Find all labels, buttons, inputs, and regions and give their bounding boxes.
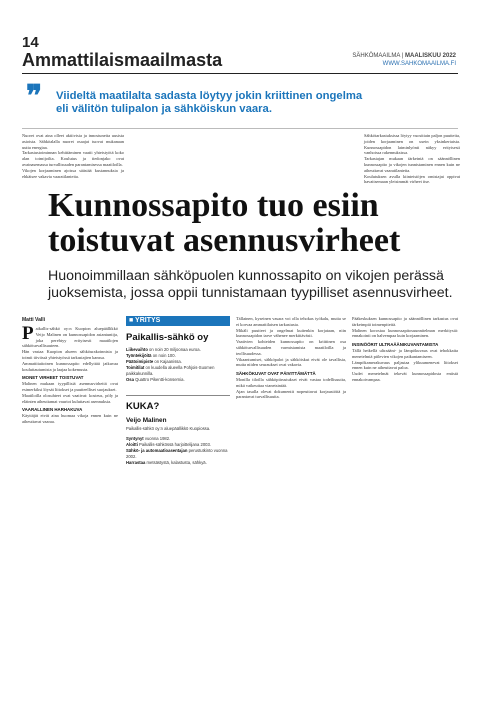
teaser-divider: [22, 128, 458, 129]
body-column-3: [236, 316, 346, 400]
sidebar-right-paragraph: Sähkötarkastuksissa löytyy vuosittain paljon puutteita, joiden korjaaminen on usein yksinkertaista. Kunnossapidon laiminlyönti näkyy erityisesti vanhoissa rakennuksissa.: [364, 133, 460, 156]
subheading: SÄHKÖKUVAT OVAT PÄIVITTÄMÄTTÄ: [236, 371, 316, 377]
masthead: SÄHKÖMAAILMA | MAALISKUU 2022 WWW.SAHKOMAAILMA.FI: [352, 53, 456, 67]
subheading: MONET VIRHEET TOISTUVAT: [22, 375, 84, 381]
teaser: Viideltä maatilalta sadasta löytyy jokin kriittinen ongelma eli välitön tulipalon ja sähköiskun vaara.: [56, 90, 363, 115]
body-paragraph: Tällainen, kyseinen vasara voi olla tehokas työkalu, mutta se ei korvaa ammattilaisen tarkastusta.: [236, 316, 346, 327]
fact-value: on noin 100.: [152, 353, 176, 358]
body-paragraph: Vikaantumiset, sähköpalot ja sähköiskut eivät ole tavallisia, mutta niiden seuraukset ovat vakavia.: [236, 356, 346, 368]
kuka-title: KUKA?: [126, 395, 230, 412]
kuka-label: Sähkö- ja automaatioasentajan: [126, 448, 188, 453]
kuka-label: Syntynyt: [126, 436, 144, 441]
lead-paragraph: Huonoimmillaan sähköpuolen kunnossapito on vikojen perässä juoksemista, jossa oppii tunnistamaan tyypilliset asennusvirheet.: [48, 268, 453, 301]
body-paragraph: Malinen korostaa kunnossapitosuunnitelman merkitystä: ennakointi on halvempaa kuin korjaaminen.: [352, 327, 458, 339]
fact-label: Osa: [126, 377, 134, 382]
subheading: VAARALLINEN HARHAKUVA: [22, 407, 83, 413]
kuka-row: [126, 460, 230, 466]
author-byline: Matti Valli: [22, 317, 46, 323]
drop-cap: P: [22, 323, 34, 344]
kuka-role: Paikallis-sähkö oy:n aluepäällikkö Kuopiossa.: [126, 426, 211, 431]
intro-text: aikallis-sähkö oy:n Kuopion aluepäällikkö Veijo Malinen on kunnossapidon asiantuntija, joka perehtyy erityisesti maatilojen sähköturvallisuuteen.: [22, 326, 118, 349]
subheading: INSINÖÖRIT ULTRAÄÄNIKUVANTAMISTA: [352, 342, 439, 348]
fact-badge-label: YRITYS: [135, 317, 161, 324]
body-paragraph: Vaativien kohteiden kunnossapito on kriittinen osa sähköturvallisuuden varmistamista maatiloilla ja teollisuudessa.: [236, 339, 346, 356]
page-number: 14: [22, 34, 39, 51]
body-paragraph: Ajan tasalla olevat dokumentit nopeuttavat korjaustöitä ja parantavat turvallisuutta.: [236, 388, 346, 400]
body-paragraph: Tällä hetkellä ultraääni- ja lämpökuvaus ovat tehokkaita menetelmiä piilevien vikojen paikantamiseen.: [352, 347, 458, 359]
body-paragraph: Käyttäjät eivät aina huomaa vikoja ennen kuin ne aiheuttavat vaaraa.: [22, 413, 118, 424]
intro-paragraph: [22, 323, 118, 349]
fact-body: [126, 347, 230, 383]
headline: Kunnossapito tuo esiin toistuvat asennusvirheet: [48, 187, 401, 259]
kuka-value: vuonna 1982.: [144, 436, 171, 441]
kuka-label: Aloitti: [126, 442, 138, 447]
kuka-value: metsästystä, kalastusta, sähkyä.: [146, 460, 207, 465]
sidebar-left-paragraph: Tarkastustoiminnan kehittäminen vaatii yhteistyötä koko alan toimijoilta. Koulutus ja tiedonjako ovat avainasemassa turvallisuuden parantamisessa maatiloilla.: [22, 150, 124, 167]
kuka-value: perustutkinto vuonna 2002.: [126, 448, 228, 459]
fact-value: on kuudella alueella Pohjois-Suomen paikkakunnilla.: [126, 365, 215, 376]
fact-badge: ■ YRITYS: [126, 316, 230, 326]
body-paragraph: Monilla tiloilla sähköpiirustukset eivät vastaa todellisuutta, mikä vaikeuttaa vianetsintää.: [236, 376, 346, 388]
body-paragraph: Pääkeskuksen kunnossapito ja säännöllinen tarkastus ovat tärkeimpiä toimenpiteitä.: [352, 316, 458, 327]
magazine-url[interactable]: WWW.SAHKOMAAILMA.FI: [382, 61, 456, 67]
sidebar-left-paragraph: Vikojen korjaaminen ajoissa säästää kustannuksia ja ehkäisee vakavia vaaratilanteita.: [22, 167, 124, 179]
section-title: Ammattilaismaailmasta: [22, 50, 223, 70]
quote-icon: ❞: [26, 80, 43, 113]
magazine-name: SÄHKÖMAAILMA: [352, 53, 401, 59]
fact-value: Quattro Pikentti-konsernia.: [135, 377, 185, 382]
body-paragraph: Malinen mukaan tyypillisiä asennusvirheitä ovat esimerkiksi löysät liitokset ja puutteelliset suojaukset.: [22, 381, 118, 392]
body-paragraph: Ammattitaitoinen kunnossapito edellyttää jatkuvaa kouluttautumista ja laajaa kokemusta.: [22, 360, 118, 372]
body-column-1: [22, 323, 118, 425]
body-paragraph: Lämpökamerakuvaus paljastaa ylikuumenevat liitokset ennen kuin ne aiheuttavat paloa.: [352, 359, 458, 371]
fact-row: [126, 377, 230, 383]
kuka-label: Harrastaa: [126, 460, 146, 465]
sidebar-left-paragraph: Nuoret ovat aina olleet aktiivisia ja innostuneita uusista asioista. Sähköalalla nuoret osaajat tuovat mukanaan uutta energiaa.: [22, 133, 124, 150]
body-paragraph: Hän vastaa Kuopion alueen sähköurakoinnista ja toimii tiiviissä yhteistyössä tarkastajien kanssa.: [22, 349, 118, 360]
body-paragraph: Uudet menetelmät tekevät kunnossapidosta entistä ennakoivampaa.: [352, 371, 458, 382]
body-column-4: [352, 316, 458, 383]
sidebar-right-paragraph: Koulutuksen avulla kiinteistöjen omistajat oppivat havaitsemaan yleisimmät virheet itse.: [364, 173, 460, 185]
issue-date: MAALISKUU 2022: [404, 53, 456, 59]
sidebar-right-paragraph: Tarkastajan mukaan tärkeintä on säännöllinen kunnossapito ja vikojen tunnistaminen ennen kuin ne aiheuttavat vaaratilanteita.: [364, 156, 460, 173]
fact-value: on Kajaanissa.: [154, 359, 182, 364]
kuka-row: [126, 448, 230, 460]
fact-label: Työntekijöitä: [126, 353, 152, 358]
fact-row: [126, 365, 230, 377]
sidebar-left: [22, 133, 124, 179]
kuka-body: [126, 436, 230, 466]
fact-label: Toimitilat: [126, 365, 145, 370]
body-paragraph: Maatiloilla olosuhteet ovat vaativat: kosteus, pöly ja eläinten aiheuttamat vauriot kuluttavat asennuksia.: [22, 392, 118, 404]
fact-value: on noin 20 miljoonaa euroa.: [149, 347, 201, 352]
fact-label: Päätoimipiste: [126, 359, 154, 364]
kuka-name: Veijo Malinen: [126, 417, 167, 424]
fact-label: Liikevaihto: [126, 347, 148, 352]
fact-box: [126, 316, 230, 466]
body-paragraph: Mikäli puutteet ja ongelmat kuitenkin korjataan, niin kunnossapidon tarve vähenee merkittävästi.: [236, 327, 346, 339]
sidebar-right: [364, 133, 460, 185]
kuka-value: Paikallis-sähkössä harjoittelijana 2003.: [139, 442, 211, 447]
header-rule: [22, 73, 458, 74]
fact-title: Paikallis-sähkö oy: [126, 332, 209, 343]
